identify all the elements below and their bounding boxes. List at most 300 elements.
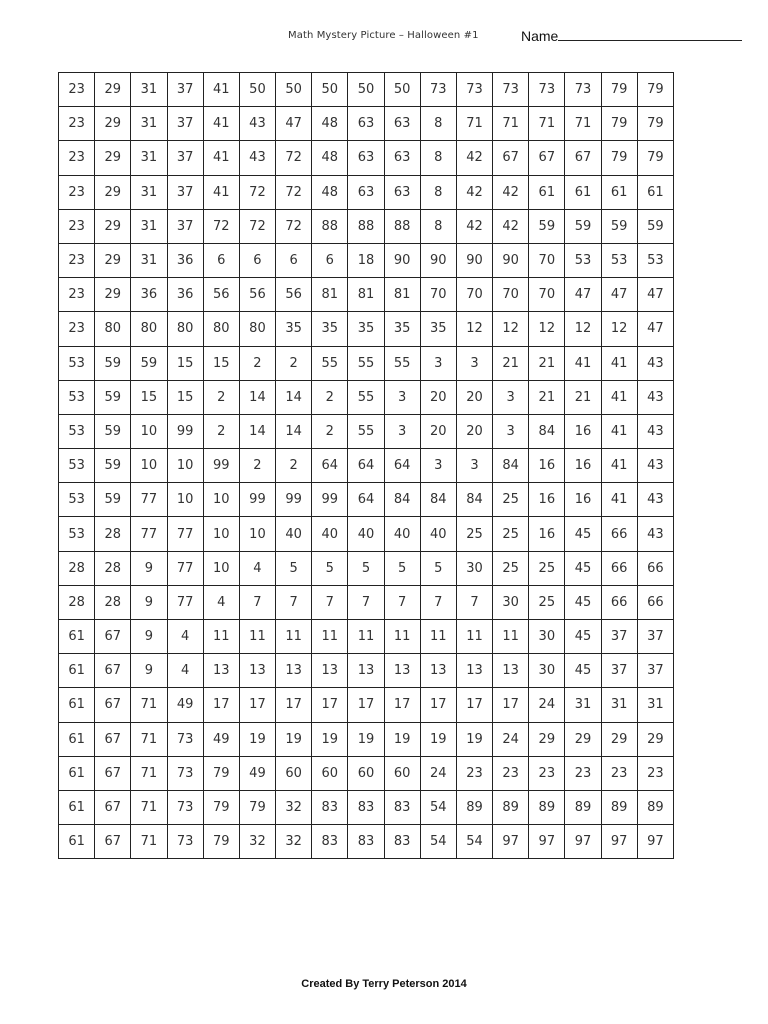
grid-cell[interactable]: 61: [59, 825, 95, 859]
grid-cell[interactable]: 67: [95, 790, 131, 824]
grid-cell[interactable]: 23: [601, 756, 637, 790]
grid-cell[interactable]: 71: [131, 722, 167, 756]
grid-cell[interactable]: 6: [312, 243, 348, 277]
grid-cell[interactable]: 81: [384, 278, 420, 312]
grid-cell[interactable]: 17: [276, 688, 312, 722]
grid-cell[interactable]: 8: [420, 141, 456, 175]
grid-cell[interactable]: 41: [565, 346, 601, 380]
grid-cell[interactable]: 10: [203, 551, 239, 585]
grid-cell[interactable]: 3: [384, 414, 420, 448]
grid-cell[interactable]: 31: [131, 209, 167, 243]
grid-cell[interactable]: 14: [276, 414, 312, 448]
grid-cell[interactable]: 71: [529, 107, 565, 141]
grid-cell[interactable]: 53: [601, 243, 637, 277]
grid-cell[interactable]: 29: [529, 722, 565, 756]
grid-cell[interactable]: 8: [420, 175, 456, 209]
grid-cell[interactable]: 60: [312, 756, 348, 790]
grid-cell[interactable]: 11: [239, 620, 275, 654]
grid-cell[interactable]: 37: [167, 73, 203, 107]
grid-cell[interactable]: 2: [312, 414, 348, 448]
grid-cell[interactable]: 30: [456, 551, 492, 585]
grid-cell[interactable]: 41: [601, 449, 637, 483]
grid-cell[interactable]: 73: [565, 73, 601, 107]
grid-cell[interactable]: 83: [384, 825, 420, 859]
grid-cell[interactable]: 97: [565, 825, 601, 859]
grid-cell[interactable]: 72: [239, 175, 275, 209]
grid-cell[interactable]: 77: [167, 585, 203, 619]
grid-cell[interactable]: 31: [131, 73, 167, 107]
grid-cell[interactable]: 31: [565, 688, 601, 722]
grid-cell[interactable]: 80: [167, 312, 203, 346]
grid-cell[interactable]: 15: [131, 380, 167, 414]
grid-cell[interactable]: 53: [565, 243, 601, 277]
grid-cell[interactable]: 2: [312, 380, 348, 414]
grid-cell[interactable]: 80: [239, 312, 275, 346]
grid-cell[interactable]: 16: [565, 414, 601, 448]
grid-cell[interactable]: 77: [131, 517, 167, 551]
grid-cell[interactable]: 80: [203, 312, 239, 346]
grid-cell[interactable]: 79: [637, 73, 673, 107]
grid-cell[interactable]: 4: [167, 620, 203, 654]
grid-cell[interactable]: 2: [276, 449, 312, 483]
grid-cell[interactable]: 53: [59, 346, 95, 380]
grid-cell[interactable]: 23: [565, 756, 601, 790]
grid-cell[interactable]: 29: [601, 722, 637, 756]
grid-cell[interactable]: 71: [493, 107, 529, 141]
grid-cell[interactable]: 79: [637, 107, 673, 141]
grid-cell[interactable]: 17: [348, 688, 384, 722]
grid-cell[interactable]: 13: [203, 654, 239, 688]
grid-cell[interactable]: 55: [348, 346, 384, 380]
grid-cell[interactable]: 73: [167, 722, 203, 756]
grid-cell[interactable]: 17: [203, 688, 239, 722]
grid-cell[interactable]: 63: [384, 107, 420, 141]
grid-cell[interactable]: 37: [637, 654, 673, 688]
grid-cell[interactable]: 67: [529, 141, 565, 175]
grid-cell[interactable]: 12: [493, 312, 529, 346]
grid-cell[interactable]: 13: [312, 654, 348, 688]
grid-cell[interactable]: 13: [276, 654, 312, 688]
grid-cell[interactable]: 28: [95, 517, 131, 551]
grid-cell[interactable]: 9: [131, 620, 167, 654]
grid-cell[interactable]: 61: [59, 654, 95, 688]
grid-cell[interactable]: 72: [276, 209, 312, 243]
grid-cell[interactable]: 17: [456, 688, 492, 722]
grid-cell[interactable]: 88: [384, 209, 420, 243]
grid-cell[interactable]: 29: [95, 107, 131, 141]
grid-cell[interactable]: 25: [493, 483, 529, 517]
grid-cell[interactable]: 59: [95, 483, 131, 517]
grid-cell[interactable]: 61: [601, 175, 637, 209]
grid-cell[interactable]: 37: [167, 107, 203, 141]
grid-cell[interactable]: 31: [131, 243, 167, 277]
grid-cell[interactable]: 5: [420, 551, 456, 585]
grid-cell[interactable]: 29: [95, 278, 131, 312]
grid-cell[interactable]: 15: [167, 380, 203, 414]
grid-cell[interactable]: 37: [601, 654, 637, 688]
grid-cell[interactable]: 53: [59, 380, 95, 414]
grid-cell[interactable]: 43: [637, 517, 673, 551]
grid-cell[interactable]: 99: [167, 414, 203, 448]
grid-cell[interactable]: 21: [493, 346, 529, 380]
grid-cell[interactable]: 99: [312, 483, 348, 517]
grid-cell[interactable]: 83: [348, 790, 384, 824]
grid-cell[interactable]: 25: [529, 585, 565, 619]
grid-cell[interactable]: 66: [601, 551, 637, 585]
grid-cell[interactable]: 77: [167, 551, 203, 585]
grid-cell[interactable]: 88: [348, 209, 384, 243]
grid-cell[interactable]: 41: [601, 483, 637, 517]
grid-cell[interactable]: 61: [59, 688, 95, 722]
grid-cell[interactable]: 48: [312, 141, 348, 175]
grid-cell[interactable]: 32: [239, 825, 275, 859]
grid-cell[interactable]: 13: [384, 654, 420, 688]
grid-cell[interactable]: 66: [637, 585, 673, 619]
grid-cell[interactable]: 67: [95, 722, 131, 756]
grid-cell[interactable]: 29: [95, 73, 131, 107]
grid-cell[interactable]: 70: [420, 278, 456, 312]
grid-cell[interactable]: 67: [565, 141, 601, 175]
grid-cell[interactable]: 89: [637, 790, 673, 824]
grid-cell[interactable]: 66: [637, 551, 673, 585]
grid-cell[interactable]: 3: [420, 449, 456, 483]
grid-cell[interactable]: 50: [384, 73, 420, 107]
grid-cell[interactable]: 41: [203, 141, 239, 175]
grid-cell[interactable]: 42: [456, 209, 492, 243]
grid-cell[interactable]: 9: [131, 551, 167, 585]
grid-cell[interactable]: 9: [131, 654, 167, 688]
grid-cell[interactable]: 5: [276, 551, 312, 585]
grid-cell[interactable]: 40: [420, 517, 456, 551]
grid-cell[interactable]: 2: [239, 346, 275, 380]
grid-cell[interactable]: 8: [420, 209, 456, 243]
grid-cell[interactable]: 56: [203, 278, 239, 312]
grid-cell[interactable]: 89: [529, 790, 565, 824]
grid-cell[interactable]: 45: [565, 585, 601, 619]
grid-cell[interactable]: 5: [312, 551, 348, 585]
grid-cell[interactable]: 71: [565, 107, 601, 141]
grid-cell[interactable]: 79: [203, 790, 239, 824]
grid-cell[interactable]: 3: [420, 346, 456, 380]
grid-cell[interactable]: 64: [348, 449, 384, 483]
grid-cell[interactable]: 88: [312, 209, 348, 243]
grid-cell[interactable]: 84: [384, 483, 420, 517]
grid-cell[interactable]: 41: [203, 175, 239, 209]
grid-cell[interactable]: 45: [565, 654, 601, 688]
grid-cell[interactable]: 31: [601, 688, 637, 722]
grid-cell[interactable]: 89: [456, 790, 492, 824]
grid-cell[interactable]: 89: [565, 790, 601, 824]
grid-cell[interactable]: 84: [456, 483, 492, 517]
grid-cell[interactable]: 13: [493, 654, 529, 688]
grid-cell[interactable]: 53: [637, 243, 673, 277]
grid-cell[interactable]: 61: [529, 175, 565, 209]
grid-cell[interactable]: 24: [420, 756, 456, 790]
grid-cell[interactable]: 10: [203, 517, 239, 551]
grid-cell[interactable]: 23: [59, 107, 95, 141]
grid-cell[interactable]: 7: [239, 585, 275, 619]
grid-cell[interactable]: 17: [312, 688, 348, 722]
grid-cell[interactable]: 61: [59, 790, 95, 824]
grid-cell[interactable]: 97: [637, 825, 673, 859]
grid-cell[interactable]: 29: [565, 722, 601, 756]
grid-cell[interactable]: 50: [239, 73, 275, 107]
grid-cell[interactable]: 41: [601, 380, 637, 414]
grid-cell[interactable]: 59: [565, 209, 601, 243]
grid-cell[interactable]: 79: [601, 73, 637, 107]
grid-cell[interactable]: 2: [239, 449, 275, 483]
grid-cell[interactable]: 17: [384, 688, 420, 722]
grid-cell[interactable]: 43: [239, 107, 275, 141]
grid-cell[interactable]: 2: [276, 346, 312, 380]
grid-cell[interactable]: 63: [348, 175, 384, 209]
grid-cell[interactable]: 43: [637, 346, 673, 380]
grid-cell[interactable]: 55: [384, 346, 420, 380]
grid-cell[interactable]: 36: [131, 278, 167, 312]
grid-cell[interactable]: 49: [239, 756, 275, 790]
grid-cell[interactable]: 12: [601, 312, 637, 346]
grid-cell[interactable]: 47: [276, 107, 312, 141]
grid-cell[interactable]: 47: [637, 312, 673, 346]
grid-cell[interactable]: 12: [456, 312, 492, 346]
grid-cell[interactable]: 67: [95, 654, 131, 688]
grid-cell[interactable]: 11: [493, 620, 529, 654]
grid-cell[interactable]: 61: [59, 620, 95, 654]
grid-cell[interactable]: 20: [456, 414, 492, 448]
grid-cell[interactable]: 67: [493, 141, 529, 175]
grid-cell[interactable]: 43: [239, 141, 275, 175]
grid-cell[interactable]: 29: [637, 722, 673, 756]
grid-cell[interactable]: 53: [59, 483, 95, 517]
grid-cell[interactable]: 43: [637, 449, 673, 483]
grid-cell[interactable]: 29: [95, 209, 131, 243]
grid-cell[interactable]: 10: [167, 449, 203, 483]
grid-cell[interactable]: 67: [95, 688, 131, 722]
grid-cell[interactable]: 40: [348, 517, 384, 551]
grid-cell[interactable]: 13: [239, 654, 275, 688]
grid-cell[interactable]: 79: [637, 141, 673, 175]
grid-cell[interactable]: 72: [239, 209, 275, 243]
grid-cell[interactable]: 35: [384, 312, 420, 346]
grid-cell[interactable]: 13: [456, 654, 492, 688]
grid-cell[interactable]: 83: [312, 825, 348, 859]
grid-cell[interactable]: 21: [565, 380, 601, 414]
grid-cell[interactable]: 40: [312, 517, 348, 551]
grid-cell[interactable]: 79: [239, 790, 275, 824]
grid-cell[interactable]: 11: [203, 620, 239, 654]
grid-cell[interactable]: 41: [203, 107, 239, 141]
grid-cell[interactable]: 73: [493, 73, 529, 107]
grid-cell[interactable]: 67: [95, 620, 131, 654]
grid-cell[interactable]: 7: [420, 585, 456, 619]
grid-cell[interactable]: 97: [529, 825, 565, 859]
grid-cell[interactable]: 71: [456, 107, 492, 141]
grid-cell[interactable]: 29: [95, 243, 131, 277]
grid-cell[interactable]: 7: [312, 585, 348, 619]
grid-cell[interactable]: 50: [348, 73, 384, 107]
grid-cell[interactable]: 3: [456, 346, 492, 380]
grid-cell[interactable]: 25: [493, 551, 529, 585]
grid-cell[interactable]: 30: [529, 620, 565, 654]
grid-cell[interactable]: 23: [59, 312, 95, 346]
grid-cell[interactable]: 35: [420, 312, 456, 346]
grid-cell[interactable]: 10: [167, 483, 203, 517]
grid-cell[interactable]: 47: [637, 278, 673, 312]
grid-cell[interactable]: 63: [384, 141, 420, 175]
grid-cell[interactable]: 10: [239, 517, 275, 551]
grid-cell[interactable]: 59: [637, 209, 673, 243]
grid-cell[interactable]: 36: [167, 278, 203, 312]
grid-cell[interactable]: 5: [348, 551, 384, 585]
grid-cell[interactable]: 49: [167, 688, 203, 722]
grid-cell[interactable]: 53: [59, 517, 95, 551]
grid-cell[interactable]: 99: [239, 483, 275, 517]
grid-cell[interactable]: 63: [348, 107, 384, 141]
grid-cell[interactable]: 73: [167, 756, 203, 790]
grid-cell[interactable]: 10: [131, 449, 167, 483]
grid-cell[interactable]: 21: [529, 346, 565, 380]
grid-cell[interactable]: 54: [420, 825, 456, 859]
grid-cell[interactable]: 5: [384, 551, 420, 585]
grid-cell[interactable]: 31: [131, 141, 167, 175]
grid-cell[interactable]: 90: [493, 243, 529, 277]
grid-cell[interactable]: 59: [601, 209, 637, 243]
grid-cell[interactable]: 23: [59, 141, 95, 175]
grid-cell[interactable]: 11: [312, 620, 348, 654]
grid-cell[interactable]: 13: [420, 654, 456, 688]
grid-cell[interactable]: 24: [529, 688, 565, 722]
grid-cell[interactable]: 19: [239, 722, 275, 756]
grid-cell[interactable]: 23: [493, 756, 529, 790]
grid-cell[interactable]: 6: [276, 243, 312, 277]
grid-cell[interactable]: 2: [203, 380, 239, 414]
grid-cell[interactable]: 29: [95, 175, 131, 209]
grid-cell[interactable]: 59: [95, 346, 131, 380]
grid-cell[interactable]: 47: [601, 278, 637, 312]
grid-cell[interactable]: 73: [420, 73, 456, 107]
grid-cell[interactable]: 30: [529, 654, 565, 688]
grid-cell[interactable]: 3: [493, 380, 529, 414]
grid-cell[interactable]: 79: [601, 107, 637, 141]
grid-cell[interactable]: 29: [95, 141, 131, 175]
grid-cell[interactable]: 42: [456, 175, 492, 209]
grid-cell[interactable]: 11: [384, 620, 420, 654]
grid-cell[interactable]: 4: [239, 551, 275, 585]
grid-cell[interactable]: 47: [565, 278, 601, 312]
grid-cell[interactable]: 17: [420, 688, 456, 722]
grid-cell[interactable]: 10: [131, 414, 167, 448]
grid-cell[interactable]: 61: [565, 175, 601, 209]
grid-cell[interactable]: 49: [203, 722, 239, 756]
grid-cell[interactable]: 40: [276, 517, 312, 551]
grid-cell[interactable]: 14: [276, 380, 312, 414]
grid-cell[interactable]: 71: [131, 756, 167, 790]
grid-cell[interactable]: 16: [565, 483, 601, 517]
grid-cell[interactable]: 28: [59, 551, 95, 585]
grid-cell[interactable]: 83: [384, 790, 420, 824]
grid-cell[interactable]: 45: [565, 517, 601, 551]
grid-cell[interactable]: 23: [59, 243, 95, 277]
grid-cell[interactable]: 31: [131, 107, 167, 141]
grid-cell[interactable]: 97: [601, 825, 637, 859]
grid-cell[interactable]: 83: [348, 825, 384, 859]
grid-cell[interactable]: 3: [456, 449, 492, 483]
grid-cell[interactable]: 54: [420, 790, 456, 824]
grid-cell[interactable]: 70: [529, 243, 565, 277]
grid-cell[interactable]: 20: [420, 414, 456, 448]
grid-cell[interactable]: 67: [95, 756, 131, 790]
grid-cell[interactable]: 25: [456, 517, 492, 551]
grid-cell[interactable]: 37: [167, 209, 203, 243]
grid-cell[interactable]: 84: [529, 414, 565, 448]
grid-cell[interactable]: 23: [59, 209, 95, 243]
grid-cell[interactable]: 28: [95, 551, 131, 585]
grid-cell[interactable]: 72: [276, 175, 312, 209]
grid-cell[interactable]: 77: [167, 517, 203, 551]
grid-cell[interactable]: 13: [348, 654, 384, 688]
grid-cell[interactable]: 41: [601, 346, 637, 380]
grid-cell[interactable]: 4: [167, 654, 203, 688]
grid-cell[interactable]: 64: [384, 449, 420, 483]
grid-cell[interactable]: 72: [203, 209, 239, 243]
grid-cell[interactable]: 63: [348, 141, 384, 175]
grid-cell[interactable]: 9: [131, 585, 167, 619]
grid-cell[interactable]: 43: [637, 414, 673, 448]
grid-cell[interactable]: 23: [529, 756, 565, 790]
grid-cell[interactable]: 8: [420, 107, 456, 141]
grid-cell[interactable]: 59: [95, 414, 131, 448]
grid-cell[interactable]: 19: [420, 722, 456, 756]
grid-cell[interactable]: 50: [276, 73, 312, 107]
grid-cell[interactable]: 32: [276, 790, 312, 824]
name-blank-line[interactable]: [558, 27, 742, 41]
grid-cell[interactable]: 90: [420, 243, 456, 277]
grid-cell[interactable]: 43: [637, 483, 673, 517]
grid-cell[interactable]: 16: [529, 517, 565, 551]
grid-cell[interactable]: 36: [167, 243, 203, 277]
grid-cell[interactable]: 89: [601, 790, 637, 824]
grid-cell[interactable]: 7: [348, 585, 384, 619]
grid-cell[interactable]: 7: [456, 585, 492, 619]
grid-cell[interactable]: 77: [131, 483, 167, 517]
grid-cell[interactable]: 81: [312, 278, 348, 312]
grid-cell[interactable]: 41: [203, 73, 239, 107]
grid-cell[interactable]: 43: [637, 380, 673, 414]
grid-cell[interactable]: 55: [348, 414, 384, 448]
grid-cell[interactable]: 41: [601, 414, 637, 448]
grid-cell[interactable]: 60: [348, 756, 384, 790]
grid-cell[interactable]: 24: [493, 722, 529, 756]
grid-cell[interactable]: 11: [456, 620, 492, 654]
grid-cell[interactable]: 79: [203, 756, 239, 790]
grid-cell[interactable]: 17: [239, 688, 275, 722]
grid-cell[interactable]: 37: [167, 141, 203, 175]
grid-cell[interactable]: 6: [239, 243, 275, 277]
grid-cell[interactable]: 59: [529, 209, 565, 243]
grid-cell[interactable]: 59: [131, 346, 167, 380]
grid-cell[interactable]: 97: [493, 825, 529, 859]
grid-cell[interactable]: 7: [384, 585, 420, 619]
grid-cell[interactable]: 59: [95, 449, 131, 483]
grid-cell[interactable]: 45: [565, 620, 601, 654]
grid-cell[interactable]: 56: [239, 278, 275, 312]
grid-cell[interactable]: 73: [167, 825, 203, 859]
grid-cell[interactable]: 73: [529, 73, 565, 107]
grid-cell[interactable]: 42: [493, 175, 529, 209]
grid-cell[interactable]: 20: [456, 380, 492, 414]
grid-cell[interactable]: 54: [456, 825, 492, 859]
grid-cell[interactable]: 6: [203, 243, 239, 277]
